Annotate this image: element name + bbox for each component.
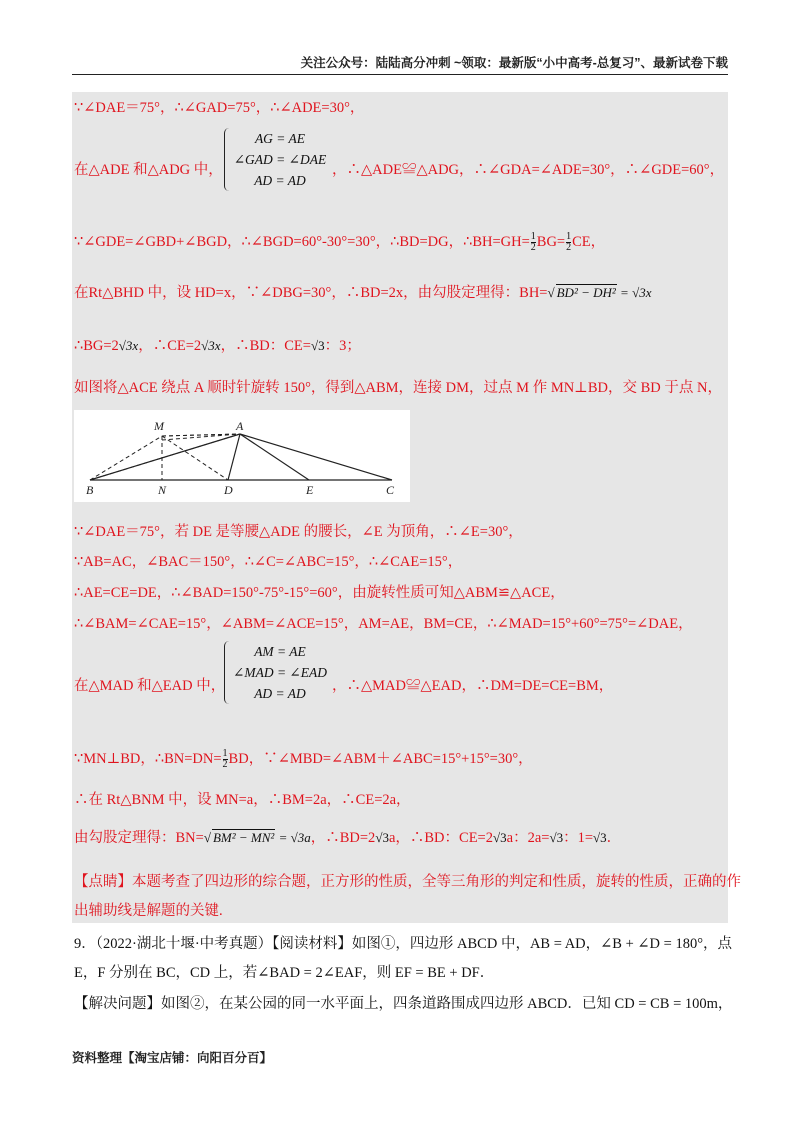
solution-line-13: ∴在 Rt△BNM 中，设 MN=a，∴BM=2a，∴CE=2a，	[74, 792, 411, 808]
tip-line-2: 出辅助线是解题的关键.	[74, 903, 223, 919]
label-c: C	[386, 483, 395, 497]
line-3-mid: BG=	[536, 234, 566, 250]
system-2-eq-3: AD = AD	[254, 686, 306, 701]
solution-line-14	[74, 828, 726, 848]
sqrt-3-c: √3	[493, 830, 507, 845]
segment-ad	[228, 434, 240, 480]
system-1-eq-3: AD = AD	[254, 173, 306, 188]
sqrt-3x-1: √3x	[118, 338, 139, 353]
line-11-suffix: ，∴△MAD≌△EAD，∴DM=DE=CE=BM，	[332, 678, 614, 694]
solution-line-12	[74, 749, 726, 770]
question-line-3: 【解决问题】如图②，在某公园的同一水平面上，四条道路围成四边形 ABCD．已知 CD = CB = 100m，	[74, 996, 733, 1012]
line-5-a: ∴BG=2	[74, 338, 119, 354]
system-1-eq-1: AG = AE	[254, 131, 306, 146]
sqrt-result-bn: = √3a	[278, 830, 311, 845]
solution-line-8: ∵AB=AC，∠BAC＝150°，∴∠C=∠ABC=15°，∴∠CAE=15°，	[74, 554, 463, 570]
sqrt-3-a: √3	[310, 338, 325, 353]
sqrt-expr-bn: √ BM² − MN² = √3a	[203, 830, 311, 845]
solution-line-3	[74, 232, 726, 253]
line-3-end: CE，	[572, 234, 606, 250]
equation-system-2	[224, 641, 335, 704]
sqrt-3-e: √3	[593, 830, 607, 845]
segment-ae	[240, 434, 309, 480]
half-denominator: 2	[530, 242, 536, 254]
line-2-prefix: 在△ADE 和△ADG 中，	[74, 162, 223, 178]
line-11-prefix: 在△MAD 和△EAD 中，	[74, 678, 226, 694]
line-14-b: ，∴BD=2	[310, 830, 376, 846]
footer-text: 资料整理【淘宝店铺：向阳百分百】	[72, 1051, 273, 1065]
half-numerator: 1	[530, 231, 536, 243]
label-n: N	[158, 483, 167, 497]
fraction-half-3	[223, 749, 228, 770]
solution-line-10: ∴∠BAM=∠CAE=15°，∠ABM=∠ACE=15°，AM=AE，BM=CE，∴∠MAD=15°+60°=75°=∠DAE，	[74, 616, 693, 632]
sqrt-expr-bh: √ BD² − DH² = √3x	[547, 285, 652, 300]
half-numerator-3: 1	[222, 748, 228, 760]
line-14-d: a：2a=	[506, 830, 550, 846]
system-1-eq-2: ∠GAD = ∠DAE	[233, 152, 327, 167]
page-header	[72, 54, 728, 75]
line-14-f: ．	[606, 830, 622, 846]
fraction-half	[531, 232, 536, 253]
equation-system-1	[224, 128, 335, 191]
label-d: D	[224, 483, 233, 497]
label-b: B	[86, 483, 94, 497]
segment-bm	[90, 436, 162, 480]
half-denominator-3: 2	[222, 759, 228, 771]
solution-line-9: ∴AE=CE=DE，∴∠BAD=150°-75°-15°=60°，由旋转性质可知△ABM≌△ACE，	[74, 585, 565, 601]
sqrt-content-bn: BM² − MN²	[212, 830, 275, 845]
line-4-text: 在Rt△BHD 中，设 HD=x，∵∠DBG=30°，∴BD=2x，由勾股定理得：BH=	[74, 285, 548, 301]
line-14-a: 由勾股定理得：BN=	[74, 830, 204, 846]
solution-line-1: ∵∠DAE＝75°，∴∠GAD=75°，∴∠ADE=30°，	[74, 100, 365, 116]
solution-line-7: ∵∠DAE＝75°，若 DE 是等腰△ADE 的腰长，∠E 为顶角，∴∠E=30°，	[74, 524, 523, 540]
line-14-c: a，∴BD：CE=2	[388, 830, 493, 846]
sqrt-3-d: √3	[549, 830, 564, 845]
line-5-c: ，∴BD：CE=	[220, 338, 311, 354]
label-e: E	[306, 483, 314, 497]
segment-ac	[240, 434, 392, 480]
line-12-b: BD，∵∠MBD=∠ABM＋∠ABC=15°+15°=30°，	[228, 751, 533, 767]
half-denominator-2: 2	[566, 242, 572, 254]
page-footer	[72, 1048, 272, 1066]
sqrt-3x-2: √3x	[201, 338, 221, 353]
tip-line-1: 【点睛】本题考查了四边形的综合题，正方形的性质，全等三角形的判定和性质，旋转的性质，正确的作	[74, 874, 741, 890]
line-14-e: ：1=	[563, 830, 594, 846]
label-a: A	[236, 419, 244, 433]
header-text: 关注公众号：陆陆高分冲刺 ~领取：最新版“小中高考-总复习”、最新试卷下载	[300, 56, 728, 70]
segment-md	[162, 436, 228, 480]
line-12-a: ∵MN⊥BD，∴BN=DN=	[74, 751, 222, 767]
question-line-2: E，F 分别在 BC，CD 上，若∠BAD = 2∠EAF，则 EF = BE + DF．	[74, 965, 495, 981]
solution-line-6: 如图将△ACE 绕点 A 顺时针旋转 150°，得到△ABM，连接 DM，过点 M 作 MN⊥BD，交 BD 于点 N，	[74, 380, 722, 396]
question-line-1: 9．（2022·湖北十堰·中考真题）【阅读材料】如图①，四边形 ABCD 中，AB = AD，∠B + ∠D = 180°，点	[74, 936, 732, 952]
solution-line-5	[74, 336, 726, 356]
geometry-figure	[74, 410, 410, 502]
system-2-eq-2: ∠MAD = ∠EAD	[233, 665, 327, 680]
sqrt-content-bh: BD² − DH²	[556, 285, 616, 300]
line-3-text: ∵∠GDE=∠GBD+∠BGD，∴∠BGD=60°-30°=30°，∴BD=DG，∴BH=GH=	[74, 234, 530, 250]
line-2-suffix: ，∴△ADE≌△ADG，∴∠GDA=∠ADE=30°，∴∠GDE=60°，	[332, 162, 725, 178]
system-2-eq-1: AM = AE	[254, 644, 306, 659]
sqrt-result-bh: = √3x	[620, 285, 652, 300]
solution-line-4	[74, 283, 726, 303]
line-5-d: ：3；	[324, 338, 361, 354]
fraction-half-2	[566, 232, 571, 253]
label-m: M	[154, 419, 164, 433]
sqrt-3-b: √3	[375, 830, 389, 845]
geometry-figure-svg	[74, 410, 410, 502]
half-numerator-2: 1	[566, 231, 572, 243]
line-5-b: ，∴CE=2	[138, 338, 202, 354]
